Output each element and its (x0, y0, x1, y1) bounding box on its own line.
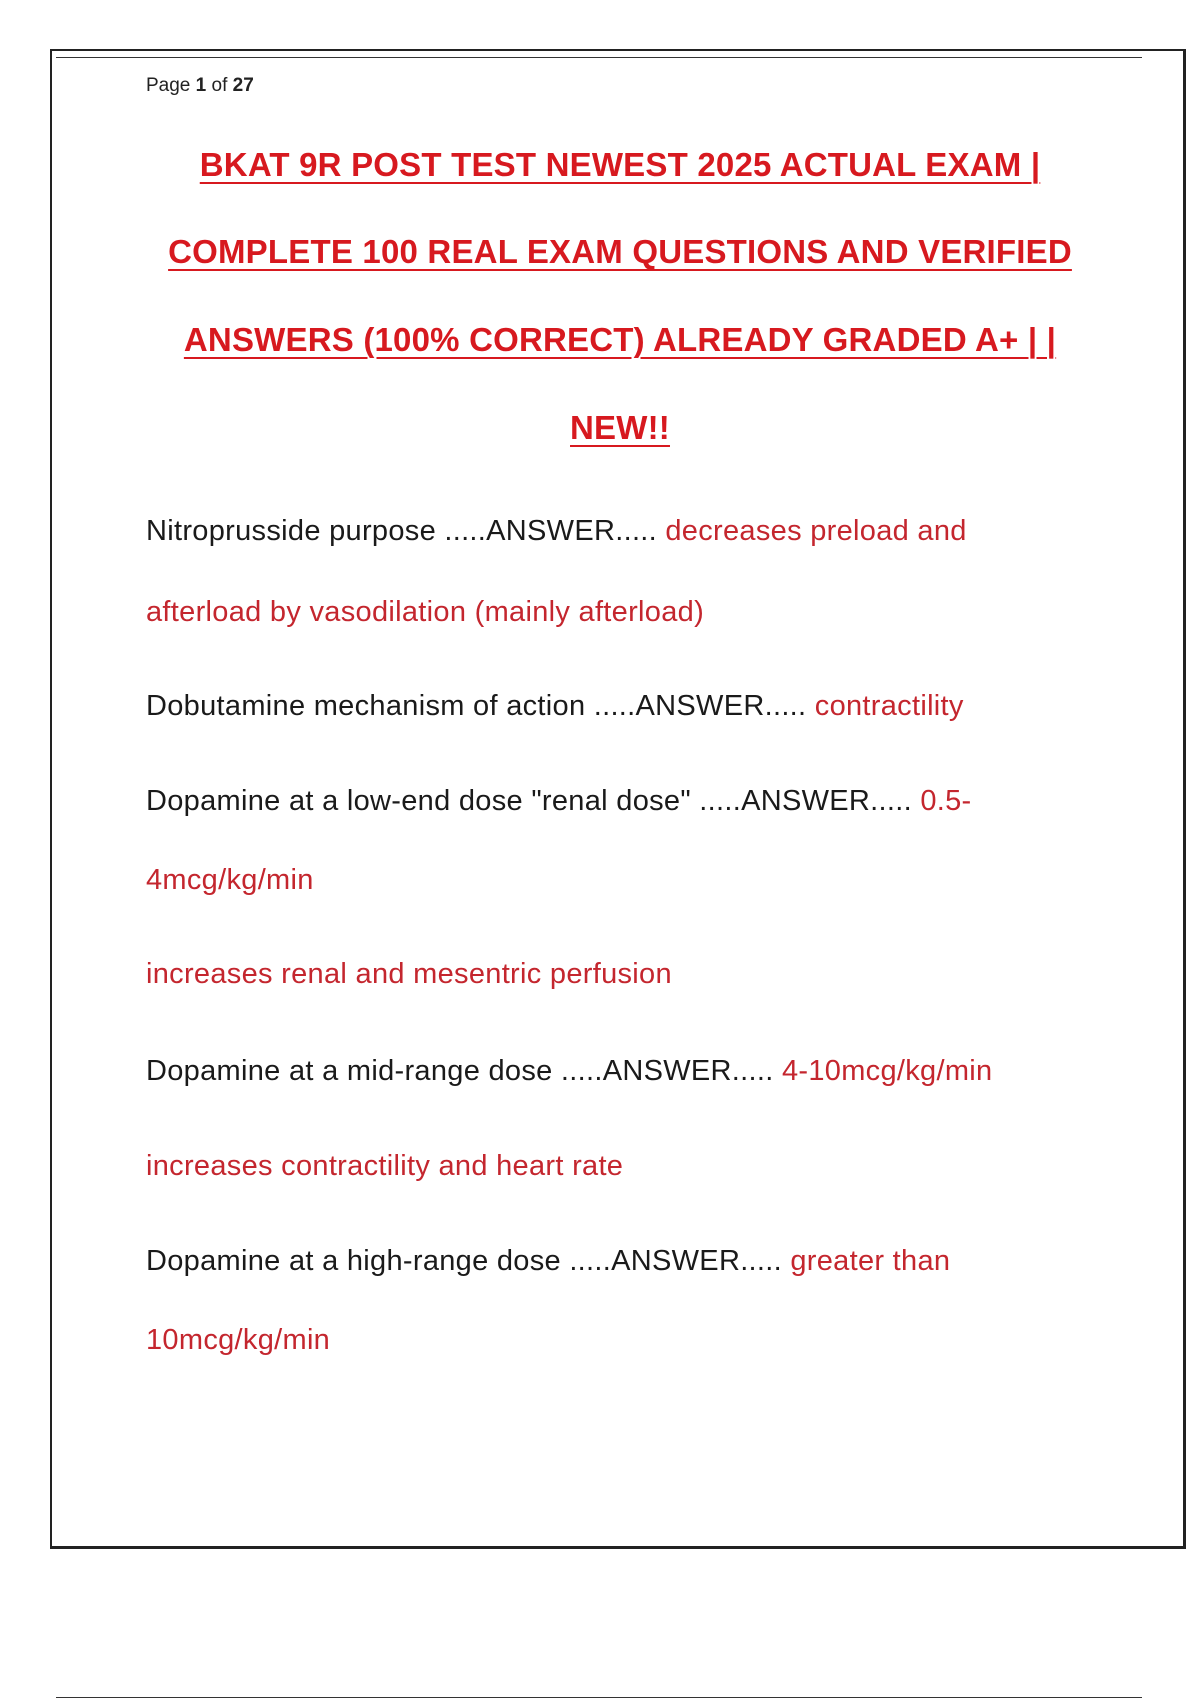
question-text: Dopamine at a mid-range dose .....ANSWER..... (146, 1055, 774, 1087)
answer-continuation: 4mcg/kg/min (146, 864, 314, 896)
answer-continuation: increases contractility and heart rate (146, 1150, 624, 1182)
answer-continuation: 10mcg/kg/min (146, 1324, 331, 1356)
qa-item-2 (146, 690, 964, 723)
page-label: Page (146, 75, 191, 96)
qa-item-5 (146, 1245, 950, 1278)
question-text: Dobutamine mechanism of action .....ANSWER..... (146, 690, 807, 722)
top-rule (56, 57, 1142, 58)
question-text: Dopamine at a low-end dose "renal dose" .....ANSWER..... (146, 785, 912, 817)
answer-continuation: increases renal and mesentric perfusion (146, 958, 672, 990)
title-line-1: BKAT 9R POST TEST NEWEST 2025 ACTUAL EXAM | (199, 146, 1041, 183)
footer-rule (56, 1697, 1142, 1698)
page-number (146, 75, 254, 97)
answer-continuation: afterload by vasodilation (mainly afterload) (146, 596, 705, 628)
answer-text: 0.5- (920, 785, 972, 817)
answer-text: decreases preload and (665, 515, 967, 547)
page-of: of (211, 75, 228, 96)
question-text: Dopamine at a high-range dose .....ANSWER..... (146, 1245, 782, 1277)
answer-text: 4-10mcg/kg/min (781, 1055, 993, 1087)
title-line-2: COMPLETE 100 REAL EXAM QUESTIONS AND VERIFIED (168, 233, 1072, 270)
page-current: 1 (195, 75, 207, 96)
question-text: Nitroprusside purpose .....ANSWER..... (146, 515, 658, 547)
title-line-4: NEW!! (570, 409, 670, 446)
qa-item-4 (146, 1055, 992, 1088)
page-total: 27 (232, 75, 254, 96)
title-line-3: ANSWERS (100% CORRECT) ALREADY GRADED A+ | | (183, 321, 1057, 358)
answer-text: contractility (814, 690, 964, 722)
answer-text: greater than (790, 1245, 951, 1277)
qa-item-3 (146, 785, 972, 818)
qa-item-1 (146, 515, 967, 548)
